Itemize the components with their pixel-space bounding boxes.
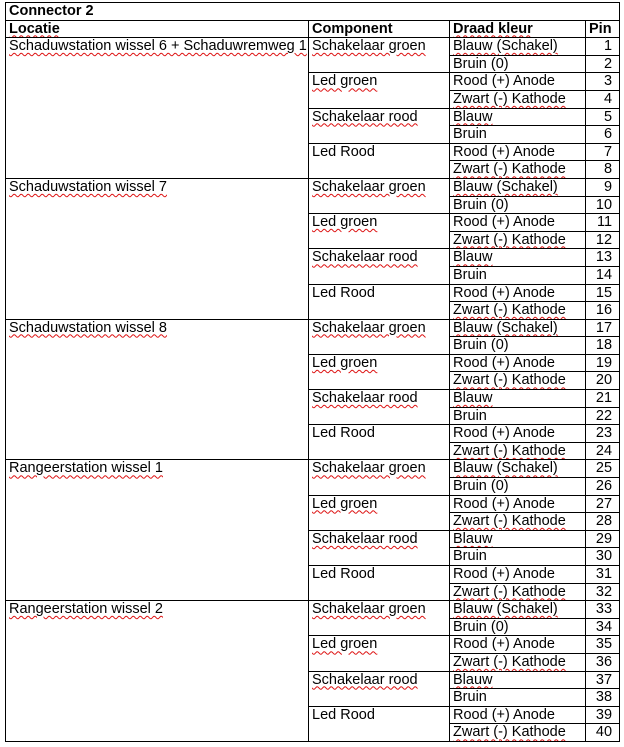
wire-color-cell: Zwart (-) Kathode: [450, 442, 586, 460]
pin-cell: 37: [586, 671, 620, 689]
wire-color-cell: Rood (+) Anode: [450, 284, 586, 302]
wire-color-cell: Zwart (-) Kathode: [450, 231, 586, 249]
table-row: [6, 460, 620, 478]
pin-cell: 20: [586, 372, 620, 390]
header-component: Component: [309, 20, 450, 38]
pin-cell: 28: [586, 513, 620, 531]
header-row: [6, 20, 620, 38]
wire-color-cell: Rood (+) Anode: [450, 143, 586, 161]
wire-color-cell: Rood (+) Anode: [450, 636, 586, 654]
table-row: [6, 38, 620, 56]
wire-color-cell: Blauw: [450, 671, 586, 689]
wire-color-cell: Zwart (-) Kathode: [450, 724, 586, 742]
pin-cell: 27: [586, 495, 620, 513]
title-row: [6, 3, 620, 21]
wire-color-cell: Zwart (-) Kathode: [450, 583, 586, 601]
wire-color-cell: Bruin (0): [450, 478, 586, 496]
pin-cell: 4: [586, 90, 620, 108]
location-cell: Schaduwstation wissel 6 + Schaduwremweg 1: [6, 38, 309, 179]
component-cell: Schakelaar rood: [309, 530, 450, 565]
wire-color-cell: Blauw (Schakel): [450, 460, 586, 478]
wire-color-cell: Blauw (Schakel): [450, 601, 586, 619]
table-row: [6, 601, 620, 619]
wire-color-cell: Rood (+) Anode: [450, 73, 586, 91]
pin-cell: 34: [586, 618, 620, 636]
component-cell: Schakelaar rood: [309, 108, 450, 143]
pin-cell: 14: [586, 266, 620, 284]
header-wire-color: Draad kleur: [450, 20, 586, 38]
pin-cell: 35: [586, 636, 620, 654]
component-cell: Schakelaar groen: [309, 178, 450, 213]
pin-cell: 16: [586, 302, 620, 320]
pin-cell: 36: [586, 653, 620, 671]
wire-color-cell: Bruin (0): [450, 618, 586, 636]
pin-cell: 29: [586, 530, 620, 548]
wire-color-cell: Blauw: [450, 390, 586, 408]
pin-cell: 22: [586, 407, 620, 425]
component-cell: Led groen: [309, 73, 450, 108]
pin-cell: 21: [586, 390, 620, 408]
location-cell: Rangeerstation wissel 1: [6, 460, 309, 601]
pin-cell: 31: [586, 566, 620, 584]
pin-cell: 12: [586, 231, 620, 249]
component-cell: Schakelaar rood: [309, 390, 450, 425]
table-row: [6, 319, 620, 337]
header-location: Locatie: [6, 20, 309, 38]
wire-color-cell: Rood (+) Anode: [450, 354, 586, 372]
pin-cell: 6: [586, 126, 620, 144]
pin-cell: 18: [586, 337, 620, 355]
pin-cell: 32: [586, 583, 620, 601]
pin-cell: 25: [586, 460, 620, 478]
component-cell: Schakelaar groen: [309, 319, 450, 354]
wire-color-cell: Rood (+) Anode: [450, 706, 586, 724]
component-cell: Led Rood: [309, 566, 450, 601]
pin-cell: 10: [586, 196, 620, 214]
wire-color-cell: Blauw (Schakel): [450, 319, 586, 337]
component-cell: Led groen: [309, 214, 450, 249]
location-cell: Schaduwstation wissel 8: [6, 319, 309, 460]
wire-color-cell: Bruin: [450, 548, 586, 566]
wire-color-cell: Rood (+) Anode: [450, 495, 586, 513]
pin-cell: 5: [586, 108, 620, 126]
component-cell: Schakelaar rood: [309, 249, 450, 284]
pin-cell: 26: [586, 478, 620, 496]
wire-color-cell: Zwart (-) Kathode: [450, 90, 586, 108]
wire-color-cell: Bruin: [450, 126, 586, 144]
component-cell: Led Rood: [309, 284, 450, 319]
component-cell: Schakelaar rood: [309, 671, 450, 706]
pin-cell: 13: [586, 249, 620, 267]
header-pin: Pin: [586, 20, 620, 38]
wire-color-cell: Rood (+) Anode: [450, 425, 586, 443]
document: [5, 2, 620, 742]
table-title: Connector 2: [6, 3, 620, 21]
component-cell: Led groen: [309, 636, 450, 671]
wire-color-cell: Zwart (-) Kathode: [450, 513, 586, 531]
component-cell: Led Rood: [309, 425, 450, 460]
pin-cell: 38: [586, 689, 620, 707]
wire-color-cell: Bruin: [450, 266, 586, 284]
location-cell: Schaduwstation wissel 7: [6, 178, 309, 319]
wire-color-cell: Blauw: [450, 249, 586, 267]
wire-color-cell: Bruin (0): [450, 55, 586, 73]
component-cell: Led groen: [309, 495, 450, 530]
wire-color-cell: Rood (+) Anode: [450, 566, 586, 584]
wire-color-cell: Zwart (-) Kathode: [450, 372, 586, 390]
pin-cell: 3: [586, 73, 620, 91]
pin-cell: 23: [586, 425, 620, 443]
component-cell: Schakelaar groen: [309, 460, 450, 495]
connector-table: [5, 2, 620, 742]
pin-cell: 2: [586, 55, 620, 73]
component-cell: Led groen: [309, 354, 450, 389]
wire-color-cell: Rood (+) Anode: [450, 214, 586, 232]
pin-cell: 39: [586, 706, 620, 724]
table-row: [6, 178, 620, 196]
wire-color-cell: Zwart (-) Kathode: [450, 302, 586, 320]
component-cell: Schakelaar groen: [309, 38, 450, 73]
pin-cell: 9: [586, 178, 620, 196]
component-cell: Led Rood: [309, 143, 450, 178]
wire-color-cell: Blauw (Schakel): [450, 178, 586, 196]
wire-color-cell: Bruin (0): [450, 196, 586, 214]
pin-cell: 40: [586, 724, 620, 742]
wire-color-cell: Zwart (-) Kathode: [450, 161, 586, 179]
component-cell: Led Rood: [309, 706, 450, 741]
pin-cell: 8: [586, 161, 620, 179]
pin-cell: 33: [586, 601, 620, 619]
wire-color-cell: Bruin: [450, 689, 586, 707]
location-cell: Rangeerstation wissel 2: [6, 601, 309, 742]
wire-color-cell: Blauw (Schakel): [450, 38, 586, 56]
pin-cell: 15: [586, 284, 620, 302]
pin-cell: 19: [586, 354, 620, 372]
pin-cell: 30: [586, 548, 620, 566]
wire-color-cell: Blauw: [450, 108, 586, 126]
pin-cell: 11: [586, 214, 620, 232]
wire-color-cell: Bruin: [450, 407, 586, 425]
pin-cell: 24: [586, 442, 620, 460]
wire-color-cell: Zwart (-) Kathode: [450, 653, 586, 671]
pin-cell: 1: [586, 38, 620, 56]
wire-color-cell: Bruin (0): [450, 337, 586, 355]
component-cell: Schakelaar groen: [309, 601, 450, 636]
pin-cell: 17: [586, 319, 620, 337]
pin-cell: 7: [586, 143, 620, 161]
wire-color-cell: Blauw: [450, 530, 586, 548]
